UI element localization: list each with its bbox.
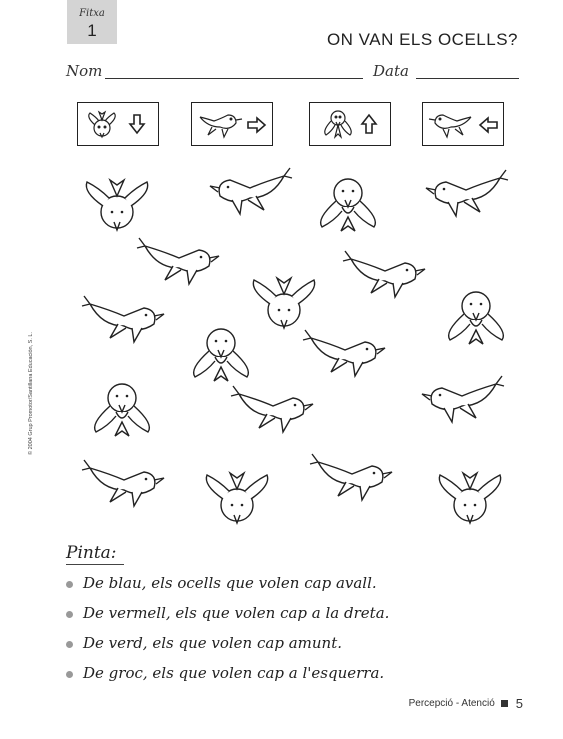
bullet-icon <box>66 581 73 588</box>
bird-right <box>310 454 392 500</box>
instruction-text: De groc, els que volen cap a l'esquerra. <box>83 664 385 682</box>
copyright-note: © 2004 Grup Promotor/Santillana Educación, S. L. <box>28 332 34 455</box>
bird-up <box>321 179 376 231</box>
instruction-item <box>66 604 389 622</box>
instruction-item <box>66 634 342 652</box>
bird-up <box>194 329 249 381</box>
bird-right <box>303 330 385 376</box>
bird-down <box>253 278 314 328</box>
instruction-text: De blau, els ocells que volen cap avall. <box>83 574 377 592</box>
sheet-label: Fitxa <box>79 8 105 19</box>
instruction-item <box>66 574 377 592</box>
bird-right <box>231 386 313 432</box>
bird-up <box>95 384 150 436</box>
instructions-heading: Pinta: <box>66 543 117 563</box>
instruction-text: De verd, els que volen cap amunt. <box>83 634 342 652</box>
bird-up <box>449 292 504 344</box>
bird-left <box>426 170 508 216</box>
bird-down <box>206 473 267 523</box>
bird-right <box>82 460 164 506</box>
bullet-icon <box>66 611 73 618</box>
page-footer <box>409 696 523 711</box>
bird-right <box>82 296 164 342</box>
square-icon <box>501 700 508 707</box>
bird-left <box>210 168 292 214</box>
page-title: ON VAN ELS OCELLS? <box>326 30 518 49</box>
sheet-number: 1 <box>87 21 97 40</box>
bird-right <box>137 238 219 284</box>
date-label: Data <box>373 62 409 80</box>
bullet-icon <box>66 641 73 648</box>
heading-underline <box>66 564 124 565</box>
instruction-text: De vermell, els que volen cap a la dreta. <box>83 604 390 622</box>
bird-left <box>422 376 504 422</box>
bird-down <box>86 180 147 230</box>
name-label: Nom <box>66 62 103 80</box>
instruction-item <box>66 664 384 682</box>
page-number: 5 <box>515 696 523 711</box>
bird-down <box>439 473 500 523</box>
bird-right <box>343 251 425 297</box>
footer-text: Percepció - Atenció <box>408 698 495 710</box>
bullet-icon <box>66 671 73 678</box>
